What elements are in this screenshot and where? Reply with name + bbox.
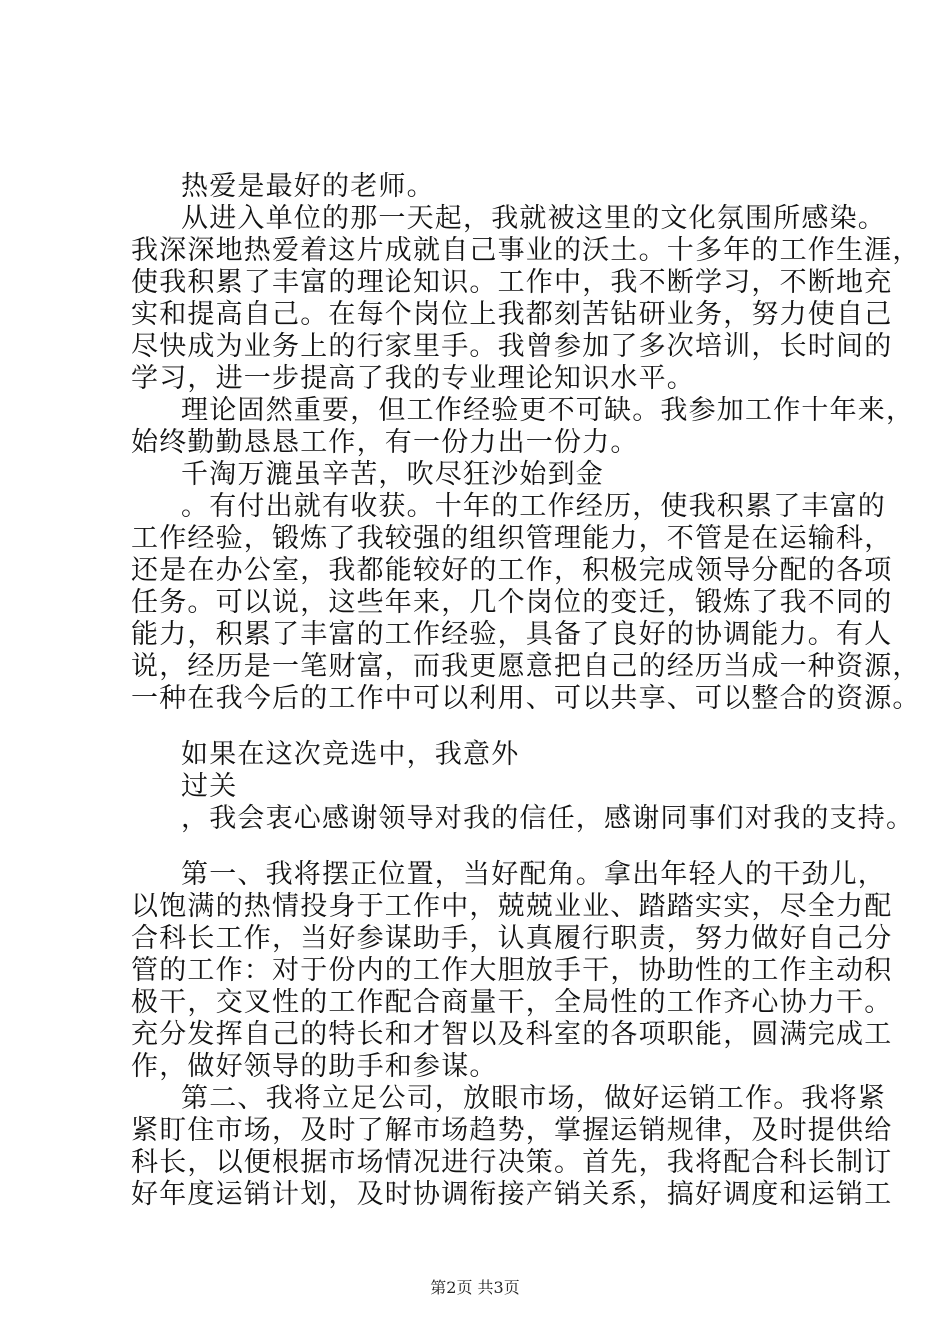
text-line: 第一、我将摆正位置，当好配角。拿出年轻人的干劲儿， bbox=[181, 859, 886, 890]
text-line: 说，经历是一笔财富，而我更愿意把自己的经历当成一种资源， bbox=[131, 651, 921, 682]
text-line: ，我会衷心感谢领导对我的信任，感谢同事们对我的支持。 bbox=[181, 803, 915, 834]
text-line: 如果在这次竞选中，我意外 bbox=[181, 739, 520, 770]
text-line: 合科长工作，当好参谋助手，认真履行职责，努力做好自己分 bbox=[131, 923, 893, 954]
text-line: 作，做好领导的助手和参谋。 bbox=[131, 1051, 498, 1082]
text-line: 还是在办公室，我都能较好的工作，积极完成领导分配的各项 bbox=[131, 555, 893, 586]
text-line: 使我积累了丰富的理论知识。工作中，我不断学习，不断地充 bbox=[131, 267, 893, 298]
text-line: 以饱满的热情投身于工作中，兢兢业业、踏踏实实，尽全力配 bbox=[131, 891, 893, 922]
text-line: 热爱是最好的老师。 bbox=[181, 171, 435, 202]
text-line: 理论固然重要，但工作经验更不可缺。我参加工作十年来， bbox=[181, 395, 915, 426]
text-line: 能力，积累了丰富的工作经验，具备了良好的协调能力。有人 bbox=[131, 619, 893, 650]
text-line: 始终勤勤恳恳工作，有一份力出一份力。 bbox=[131, 427, 639, 458]
text-line: 一种在我今后的工作中可以利用、可以共享、可以整合的资源。 bbox=[131, 683, 921, 714]
page-number-footer: 第2页 共3页 bbox=[430, 1278, 520, 1297]
text-line: 工作经验，锻炼了我较强的组织管理能力，不管是在运输科， bbox=[131, 523, 893, 554]
text-line: 任务。可以说，这些年来，几个岗位的变迁，锻炼了我不同的 bbox=[131, 587, 893, 618]
text-line: 。有付出就有收获。十年的工作经历，使我积累了丰富的 bbox=[181, 491, 886, 522]
text-line: 过关 bbox=[181, 771, 238, 802]
text-line: 极干，交叉性的工作配合商量干，全局性的工作齐心协力干。 bbox=[131, 987, 893, 1018]
text-line: 千淘万漉虽辛苦，吹尽狂沙始到金 bbox=[181, 459, 604, 490]
text-line: 充分发挥自己的特长和才智以及科室的各项职能，圆满完成工 bbox=[131, 1019, 893, 1050]
text-line: 学习，进一步提高了我的专业理论知识水平。 bbox=[131, 363, 695, 394]
text-line: 我深深地热爱着这片成就自己事业的沃土。十多年的工作生涯， bbox=[131, 235, 921, 266]
text-line: 从进入单位的那一天起，我就被这里的文化氛围所感染。 bbox=[181, 203, 886, 234]
text-line: 实和提高自己。在每个岗位上我都刻苦钻研业务，努力使自己 bbox=[131, 299, 893, 330]
text-line: 管的工作：对于份内的工作大胆放手干，协助性的工作主动积 bbox=[131, 955, 893, 986]
text-line: 科长，以便根据市场情况进行决策。首先，我将配合科长制订 bbox=[131, 1147, 893, 1178]
text-line: 紧盯住市场，及时了解市场趋势，掌握运销规律，及时提供给 bbox=[131, 1115, 893, 1146]
text-line: 第二、我将立足公司，放眼市场，做好运销工作。我将紧 bbox=[181, 1083, 886, 1114]
text-line: 好年度运销计划，及时协调衔接产销关系，搞好调度和运销工 bbox=[131, 1179, 893, 1210]
text-line: 尽快成为业务上的行家里手。我曾参加了多次培训，长时间的 bbox=[131, 331, 893, 362]
